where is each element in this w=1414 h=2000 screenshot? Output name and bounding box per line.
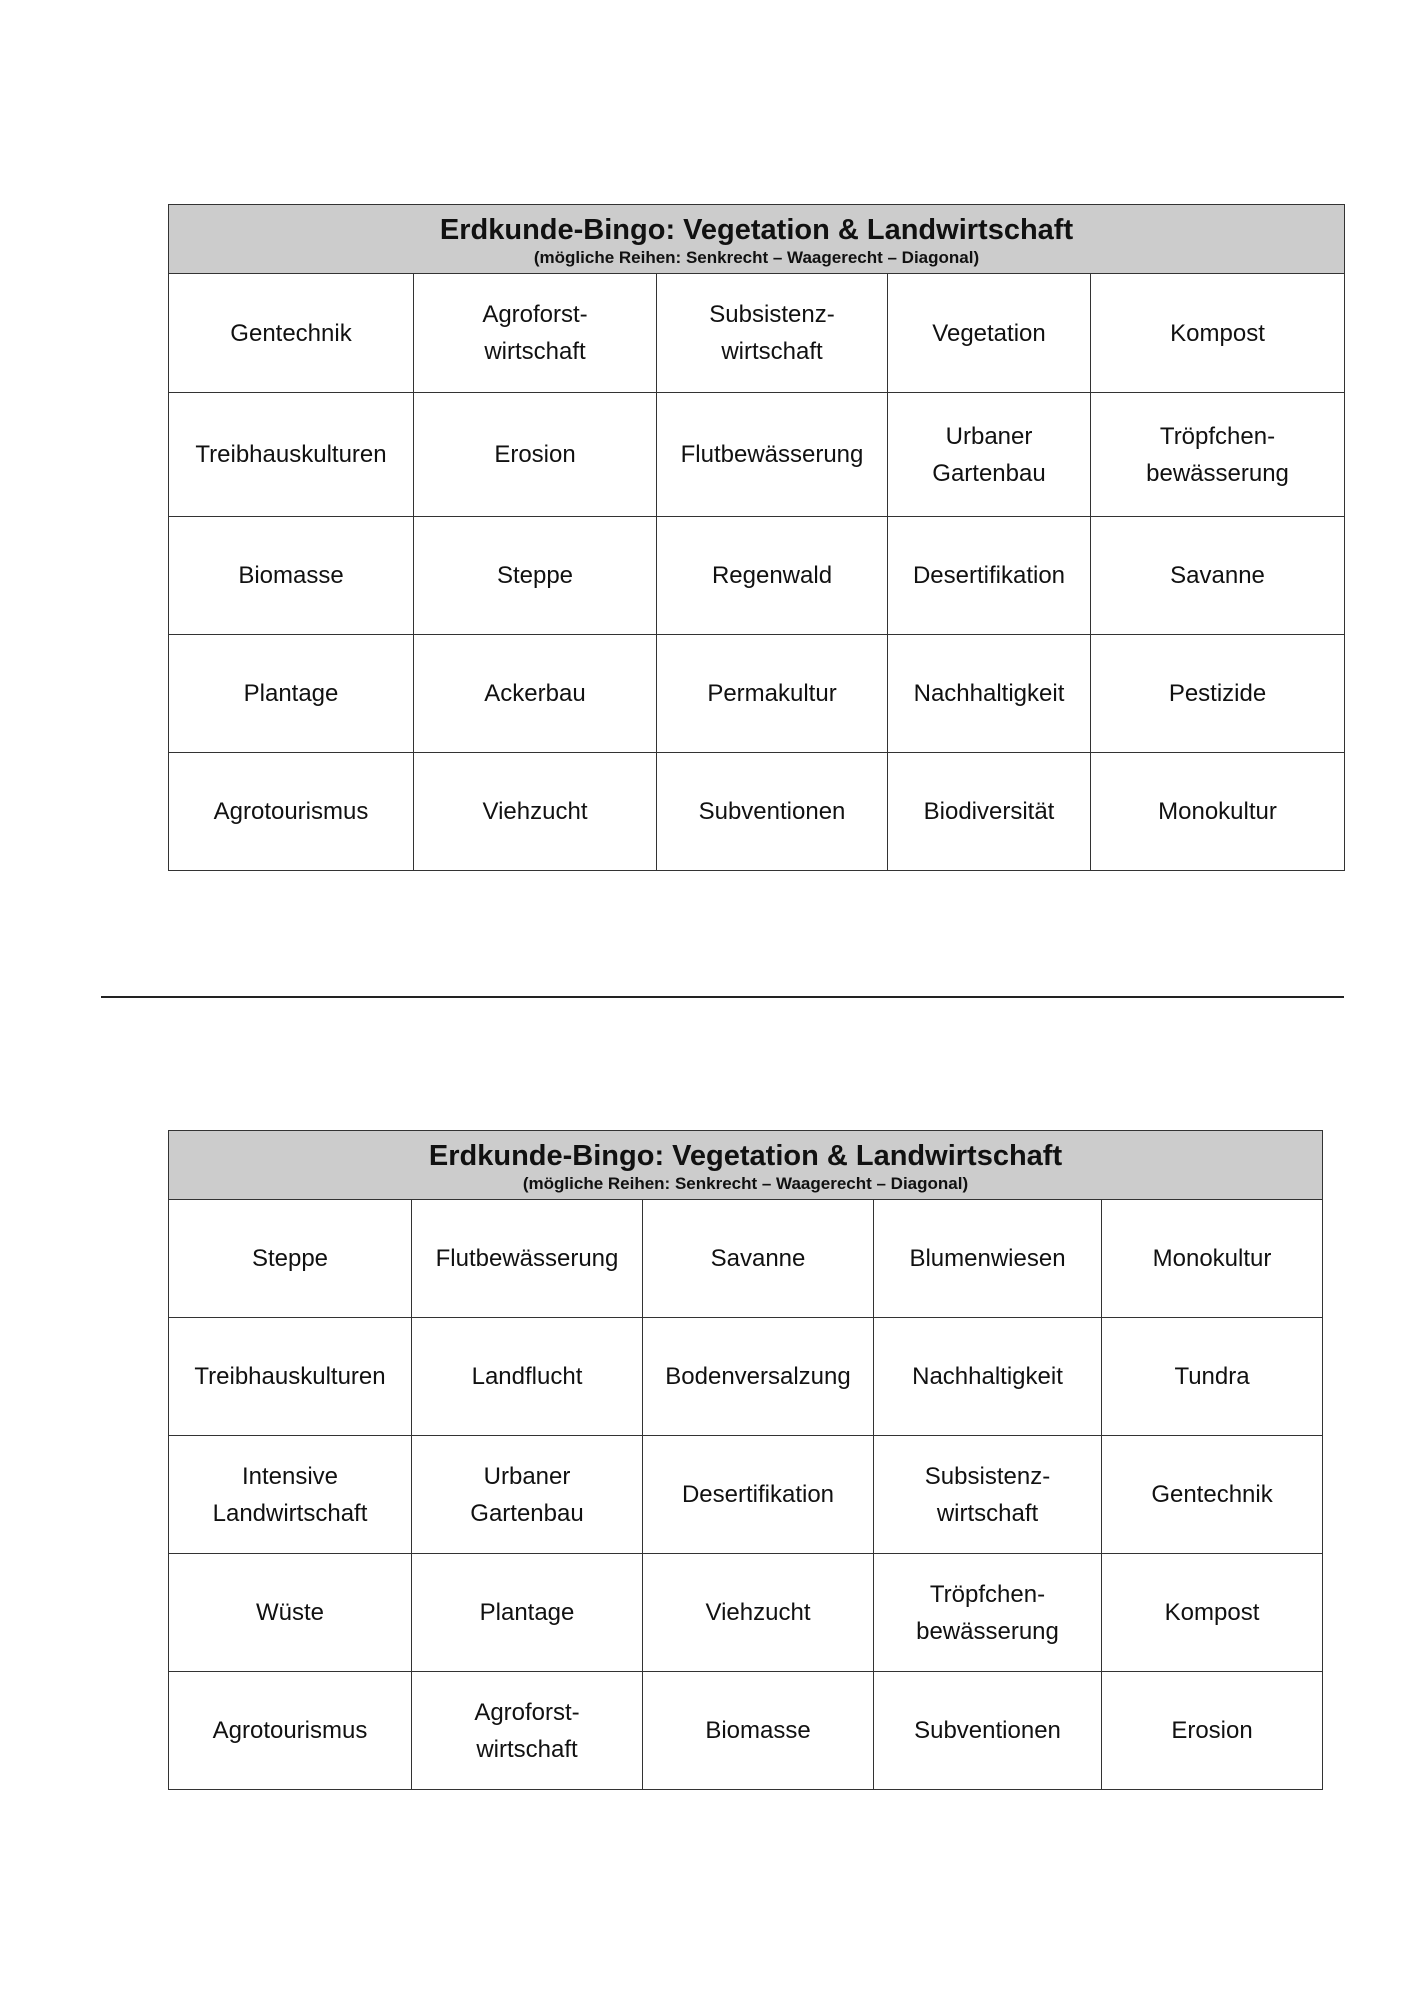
bingo-cell: Subventionen <box>874 1672 1102 1790</box>
bingo-cell: Agrotourismus <box>169 1672 412 1790</box>
bingo-cell: Nachhaltigkeit <box>888 635 1091 753</box>
bingo-row <box>169 517 1345 635</box>
bingo-row <box>169 753 1345 871</box>
bingo-cell: Kompost <box>1091 274 1345 393</box>
bingo-cell: Tröpfchen- bewässerung <box>874 1554 1102 1672</box>
bingo-row <box>169 1436 1323 1554</box>
bingo-cell: Regenwald <box>657 517 888 635</box>
bingo-card-1 <box>168 204 1345 871</box>
bingo-cell: Urbaner Gartenbau <box>412 1436 643 1554</box>
bingo-cell: Plantage <box>412 1554 643 1672</box>
bingo-row <box>169 1200 1323 1318</box>
bingo-cell: Ackerbau <box>414 635 657 753</box>
bingo-cell: Agroforst- wirtschaft <box>414 274 657 393</box>
bingo-cell: Erosion <box>1102 1672 1323 1790</box>
bingo-row <box>169 1554 1323 1672</box>
bingo-cell: Blumenwiesen <box>874 1200 1102 1318</box>
bingo-cell: Tundra <box>1102 1318 1323 1436</box>
bingo-cell: Subsistenz- wirtschaft <box>874 1436 1102 1554</box>
bingo-cell: Steppe <box>169 1200 412 1318</box>
bingo-cell: Nachhaltigkeit <box>874 1318 1102 1436</box>
card-title: Erdkunde-Bingo: Vegetation & Landwirtschaft <box>439 214 1074 246</box>
card-subtitle: (mögliche Reihen: Senkrecht – Waagerecht – Diagonal) <box>522 1174 969 1193</box>
bingo-card-header <box>169 205 1345 274</box>
bingo-cell: Urbaner Gartenbau <box>888 393 1091 517</box>
bingo-cell: Bodenversalzung <box>643 1318 874 1436</box>
bingo-cell: Treibhauskulturen <box>169 1318 412 1436</box>
bingo-cell: Kompost <box>1102 1554 1323 1672</box>
bingo-cell: Erosion <box>414 393 657 517</box>
bingo-cell: Wüste <box>169 1554 412 1672</box>
bingo-row <box>169 635 1345 753</box>
bingo-row <box>169 393 1345 517</box>
bingo-cell: Viehzucht <box>414 753 657 871</box>
bingo-cell: Agroforst- wirtschaft <box>412 1672 643 1790</box>
bingo-row <box>169 1318 1323 1436</box>
bingo-cell: Agrotourismus <box>169 753 414 871</box>
card-subtitle: (mögliche Reihen: Senkrecht – Waagerecht – Diagonal) <box>533 248 980 267</box>
bingo-cell: Pestizide <box>1091 635 1345 753</box>
bingo-row <box>169 274 1345 393</box>
bingo-cell: Plantage <box>169 635 414 753</box>
bingo-cell: Gentechnik <box>169 274 414 393</box>
bingo-cell: Tröpfchen- bewässerung <box>1091 393 1345 517</box>
bingo-cell: Steppe <box>414 517 657 635</box>
bingo-cell: Flutbewässerung <box>657 393 888 517</box>
bingo-cell: Monokultur <box>1091 753 1345 871</box>
bingo-cell: Vegetation <box>888 274 1091 393</box>
bingo-cell: Savanne <box>1091 517 1345 635</box>
bingo-cell: Biomasse <box>643 1672 874 1790</box>
bingo-cell: Intensive Landwirtschaft <box>169 1436 412 1554</box>
bingo-card-header <box>169 1131 1323 1200</box>
bingo-cell: Subventionen <box>657 753 888 871</box>
bingo-cell: Subsistenz- wirtschaft <box>657 274 888 393</box>
bingo-cell: Biodiversität <box>888 753 1091 871</box>
bingo-card-2 <box>168 1130 1323 1790</box>
bingo-cell: Treibhauskulturen <box>169 393 414 517</box>
bingo-cell: Flutbewässerung <box>412 1200 643 1318</box>
bingo-cell: Desertifikation <box>888 517 1091 635</box>
bingo-cell: Biomasse <box>169 517 414 635</box>
bingo-cell: Gentechnik <box>1102 1436 1323 1554</box>
bingo-cell: Savanne <box>643 1200 874 1318</box>
bingo-cell: Landflucht <box>412 1318 643 1436</box>
card-title: Erdkunde-Bingo: Vegetation & Landwirtschaft <box>428 1140 1063 1172</box>
bingo-row <box>169 1672 1323 1790</box>
bingo-cell: Monokultur <box>1102 1200 1323 1318</box>
cut-line <box>101 996 1344 998</box>
bingo-cell: Viehzucht <box>643 1554 874 1672</box>
bingo-cell: Desertifikation <box>643 1436 874 1554</box>
bingo-cell: Permakultur <box>657 635 888 753</box>
